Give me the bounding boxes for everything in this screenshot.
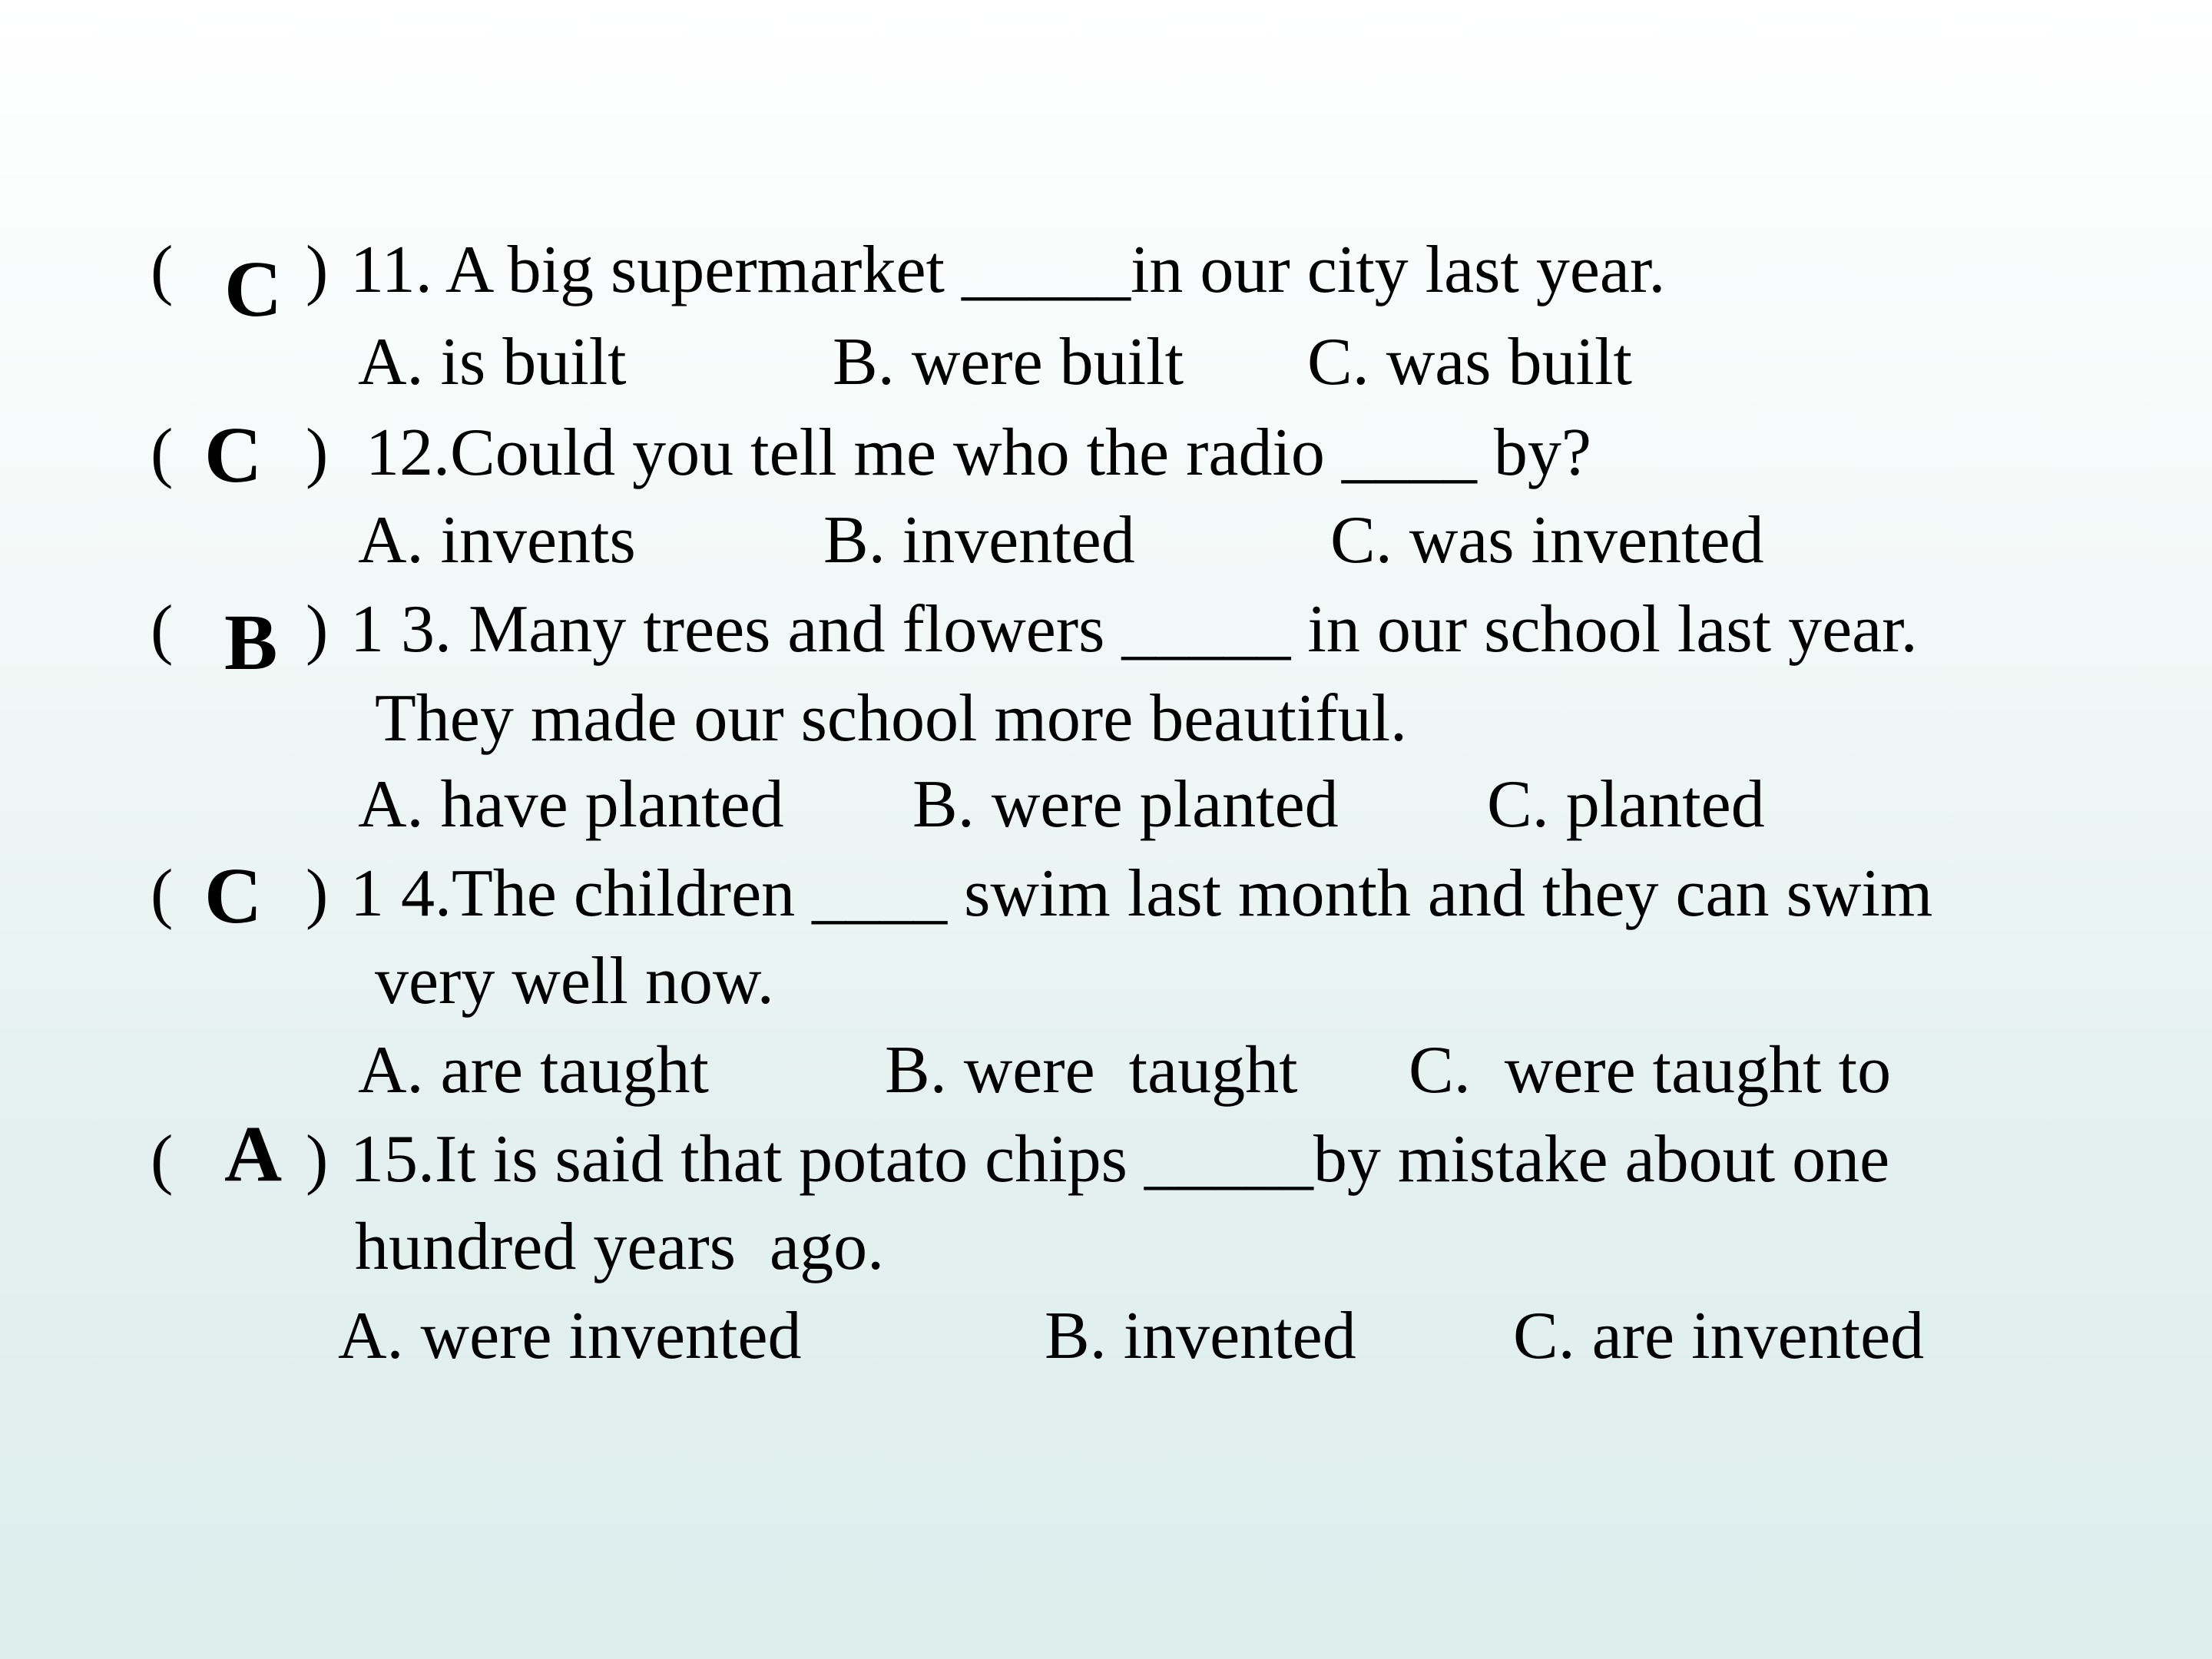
option-b: B. invented [1045, 1299, 1356, 1373]
question-text: 1 4.The children ____ swim last month and they can swim [350, 856, 1933, 931]
close-paren: ) [306, 592, 329, 667]
open-paren: ( [151, 416, 174, 490]
question-text: 12.Could you tell me who the radio ____ by? [366, 416, 1591, 490]
option-c: C. planted [1487, 767, 1765, 842]
option-c: C. was built [1307, 325, 1632, 399]
close-paren: ) [306, 416, 329, 490]
open-paren: ( [151, 1122, 174, 1197]
answer-letter: B [224, 598, 278, 687]
option-c: C. was invented [1330, 503, 1764, 578]
option-c: C. are invented [1513, 1299, 1925, 1373]
open-paren: ( [151, 592, 174, 667]
option-a: A. is built [358, 325, 627, 399]
close-paren: ) [306, 856, 329, 931]
option-a: A. invents [358, 503, 636, 578]
question-text: 1 3. Many trees and flowers _____ in our school last year. [350, 592, 1918, 667]
option-a: A. are taught [358, 1033, 709, 1108]
question-continuation: They made our school more beautiful. [375, 681, 1408, 756]
option-c: C. were taught to [1409, 1033, 1892, 1108]
option-b: B. were planted [912, 767, 1339, 842]
answer-letter: A [224, 1110, 283, 1198]
option-b: B. were built [833, 325, 1184, 399]
answer-letter: C [224, 245, 283, 333]
question-text: 15.It is said that potato chips _____by mistake about one [350, 1122, 1890, 1197]
answer-letter: C [204, 852, 263, 940]
close-paren: ) [306, 1122, 329, 1197]
open-paren: ( [151, 233, 174, 307]
option-a: A. were invented [338, 1299, 802, 1373]
question-text: 11. A big supermarket _____in our city last year. [350, 233, 1666, 307]
open-paren: ( [151, 856, 174, 931]
question-continuation: hundred years ago. [355, 1210, 885, 1284]
option-b: B. were taught [885, 1033, 1298, 1108]
close-paren: ) [306, 233, 329, 307]
option-b: B. invented [823, 503, 1135, 578]
answer-letter: C [204, 411, 263, 499]
option-a: A. have planted [358, 767, 784, 842]
question-continuation: very well now. [375, 944, 774, 1018]
